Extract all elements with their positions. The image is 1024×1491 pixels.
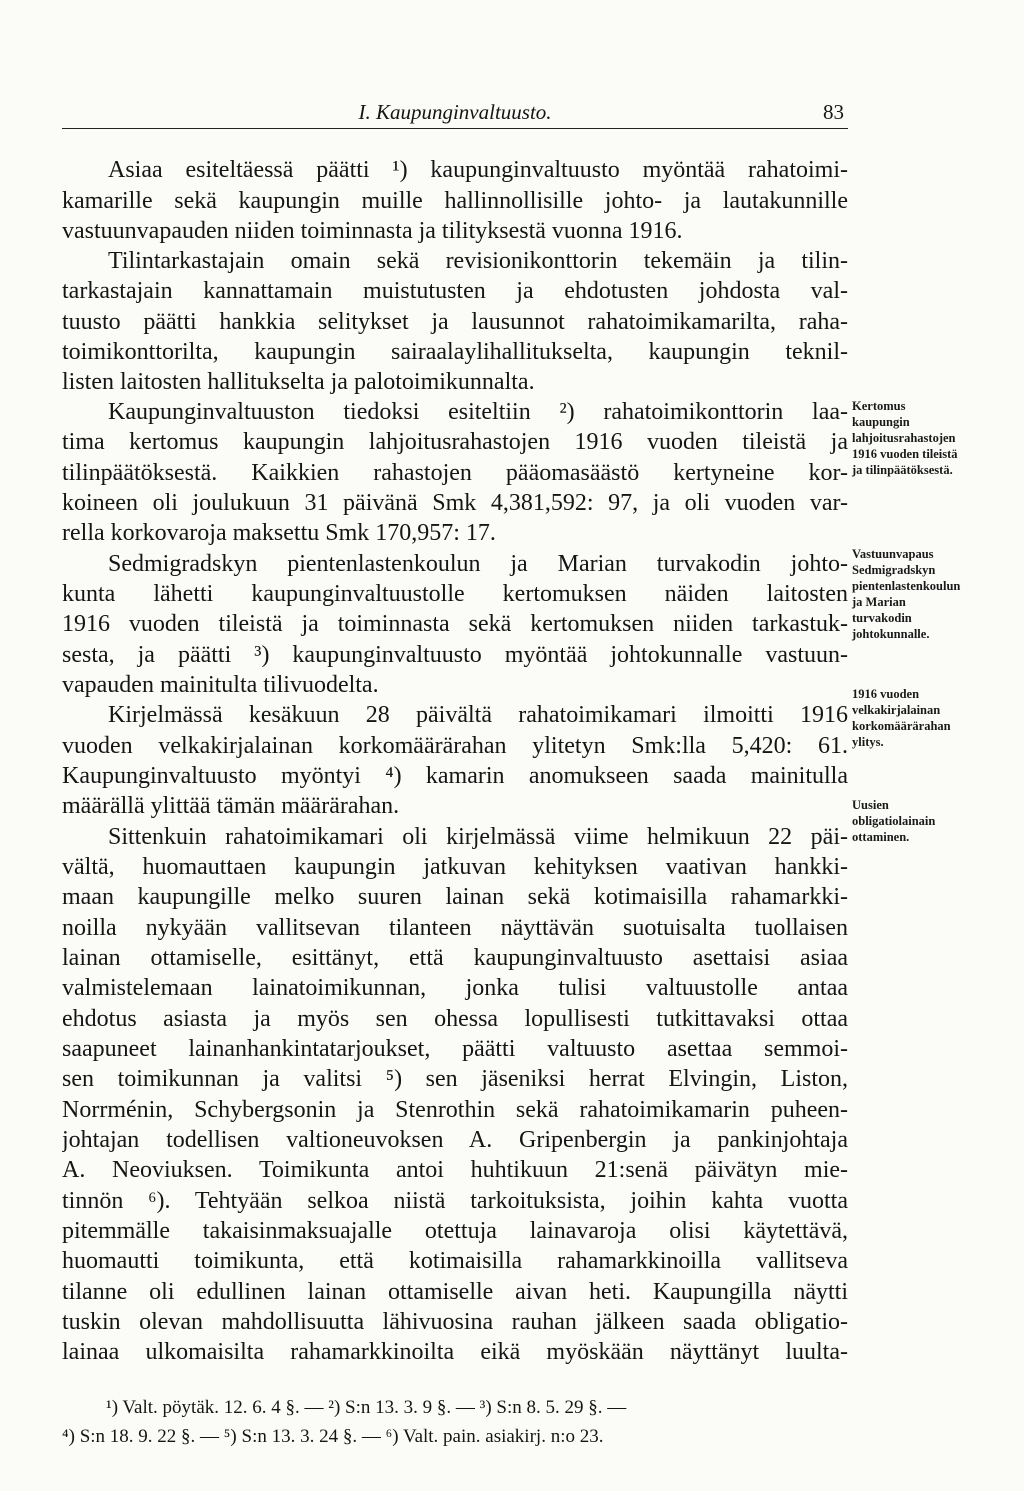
page-header [62,98,848,129]
footnote: ⁴) S:n 18. 9. 22 §. — ⁵) S:n 13. 3. 24 §. — ⁶) Valt. pain. asiakirj. n:o 23. [62,1426,604,1447]
text-line: koineen oli joulukuun 31 päivänä Smk 4,381,592: 97, ja oli vuoden var- [62,490,848,516]
text-line: tuskin olevan mahdollisuutta lähivuosina rauhan jälkeen saada obligatio- [62,1309,848,1335]
text-line: lainan ottamiselle, esittänyt, että kaupunginvaltuusto asettaisi asiaa [62,945,848,971]
text-line: Kaupunginvaltuuston tiedoksi esiteltiin ²) rahatoimikonttorin laa- [108,399,848,425]
text-line: listen laitosten hallitukselta ja palotoimikunnalta. [62,369,535,395]
margin-note: Kertomus kaupungin lahjoitusrahastojen 1916 vuoden tileistä ja tilinpäätöksestä. [852,399,958,477]
text-line: lainaa ulkomaisilta rahamarkkinoilta eikä myöskään näyttänyt luulta- [62,1339,848,1365]
text-line: pitemmälle takaisinmaksuajalle otettuja lainavaroja olisi käytettävä, [62,1218,848,1244]
footnote: ¹) Valt. pöytäk. 12. 6. 4 §. — ²) S:n 13. 3. 9 §. — ³) S:n 8. 5. 29 §. — [106,1397,627,1418]
text-line: Norrménin, Schybergsonin ja Stenrothin sekä rahatoimikamarin puheen- [62,1097,848,1123]
text-line: maan kaupungille melko suuren lainan sekä kotimaisilla rahamarkki- [62,884,848,910]
text-line: Kaupunginvaltuusto myöntyi ⁴) kamarin anomukseen saada mainitulla [62,763,848,789]
text-line: vastuunvapauden niiden toiminnasta ja tilityksestä vuonna 1916. [62,218,683,244]
text-line: rella korkovaroja maksettu Smk 170,957: 17. [62,520,496,546]
text-line: saapuneet lainanhankintatarjoukset, päätti valtuusto asettaa semmoi- [62,1036,848,1062]
text-line: sen toimikunnan ja valitsi ⁵) sen jäseniksi herrat Elvingin, Liston, [62,1066,848,1092]
text-line: Sittenkuin rahatoimikamari oli kirjelmässä viime helmikuun 22 päi- [108,824,848,850]
text-line: johtajan todellisen valtioneuvoksen A. Gripenbergin ja pankinjohtaja [62,1127,848,1153]
text-line: A. Neoviuksen. Toimikunta antoi huhtikuun 21:senä päivätyn mie- [62,1157,848,1183]
text-line: sesta, ja päätti ³) kaupunginvaltuusto myöntää johtokunnalle vastuun- [62,642,848,668]
margin-note: 1916 vuoden velkakirjalainan korkomäärärahan ylitys. [852,687,951,749]
text-line: valmistelemaan lainatoimikunnan, jonka tulisi valtuustolle antaa [62,975,848,1001]
text-line: tinnön ⁶). Tehtyään selkoa niistä tarkoituksista, joihin kahta vuotta [62,1188,848,1214]
text-line: vapauden mainitulta tilivuodelta. [62,672,379,698]
text-line: Asiaa esiteltäessä päätti ¹) kaupunginvaltuusto myöntää rahatoimi- [108,157,848,183]
text-line: vältä, huomauttaen kaupungin jatkuvan kehityksen vaativan hankki- [62,854,848,880]
text-line: kunta lähetti kaupunginvaltuustolle kertomuksen näiden laitosten [62,581,848,607]
running-title: I. Kaupunginvaltuusto. [358,100,552,124]
text-line: Tilintarkastajain omain sekä revisionikonttorin tekemäin ja tilin- [108,248,848,274]
text-line: tarkastajain kannattamain muistutusten ja ehdotusten johdosta val- [62,278,848,304]
text-line: tuusto päätti hankkia selitykset ja lausunnot rahatoimikamarilta, raha- [62,309,848,335]
page-number: 83 [823,100,844,124]
margin-note: Uusien obligatiolainain ottaminen. [852,798,936,844]
text-line: toimikonttorilta, kaupungin sairaalaylihallitukselta, kaupungin teknil- [62,339,848,365]
text-line: ehdotus asiasta ja myös sen ohessa lopullisesti tutkittavaksi ottaa [62,1006,848,1032]
text-line: vuoden velkakirjalainan korkomäärärahan ylitetyn Smk:lla 5,420: 61. [62,733,848,759]
text-line: tilanne oli edullinen lainan ottamiselle aivan heti. Kaupungilla näytti [62,1279,848,1305]
text-line: kamarille sekä kaupungin muille hallinnollisille johto- ja lautakunnille [62,188,848,214]
text-line: Kirjelmässä kesäkuun 28 päivältä rahatoimikamari ilmoitti 1916 [108,702,848,728]
text-line: 1916 vuoden tileistä ja toiminnasta sekä kertomuksen niiden tarkastuk- [62,611,848,637]
text-line: tima kertomus kaupungin lahjoitusrahastojen 1916 vuoden tileistä ja [62,429,848,455]
text-line: tilinpäätöksestä. Kaikkien rahastojen pääomasäästö kertyneine kor- [62,460,848,486]
margin-note: Vastuunvapaus Sedmigradskyn pientenlastenkoulun ja Marian turvakodin johtokunnalle. [852,547,961,641]
text-line: huomautti toimikunta, että kotimaisilla rahamarkkinoilla vallitseva [62,1248,848,1274]
text-line: Sedmigradskyn pientenlastenkoulun ja Marian turvakodin johto- [108,551,848,577]
text-line: noilla nykyään vallitsevan tilanteen näyttävän suotuisalta tuollaisen [62,915,848,941]
text-line: määrällä ylittää tämän määrärahan. [62,793,400,819]
